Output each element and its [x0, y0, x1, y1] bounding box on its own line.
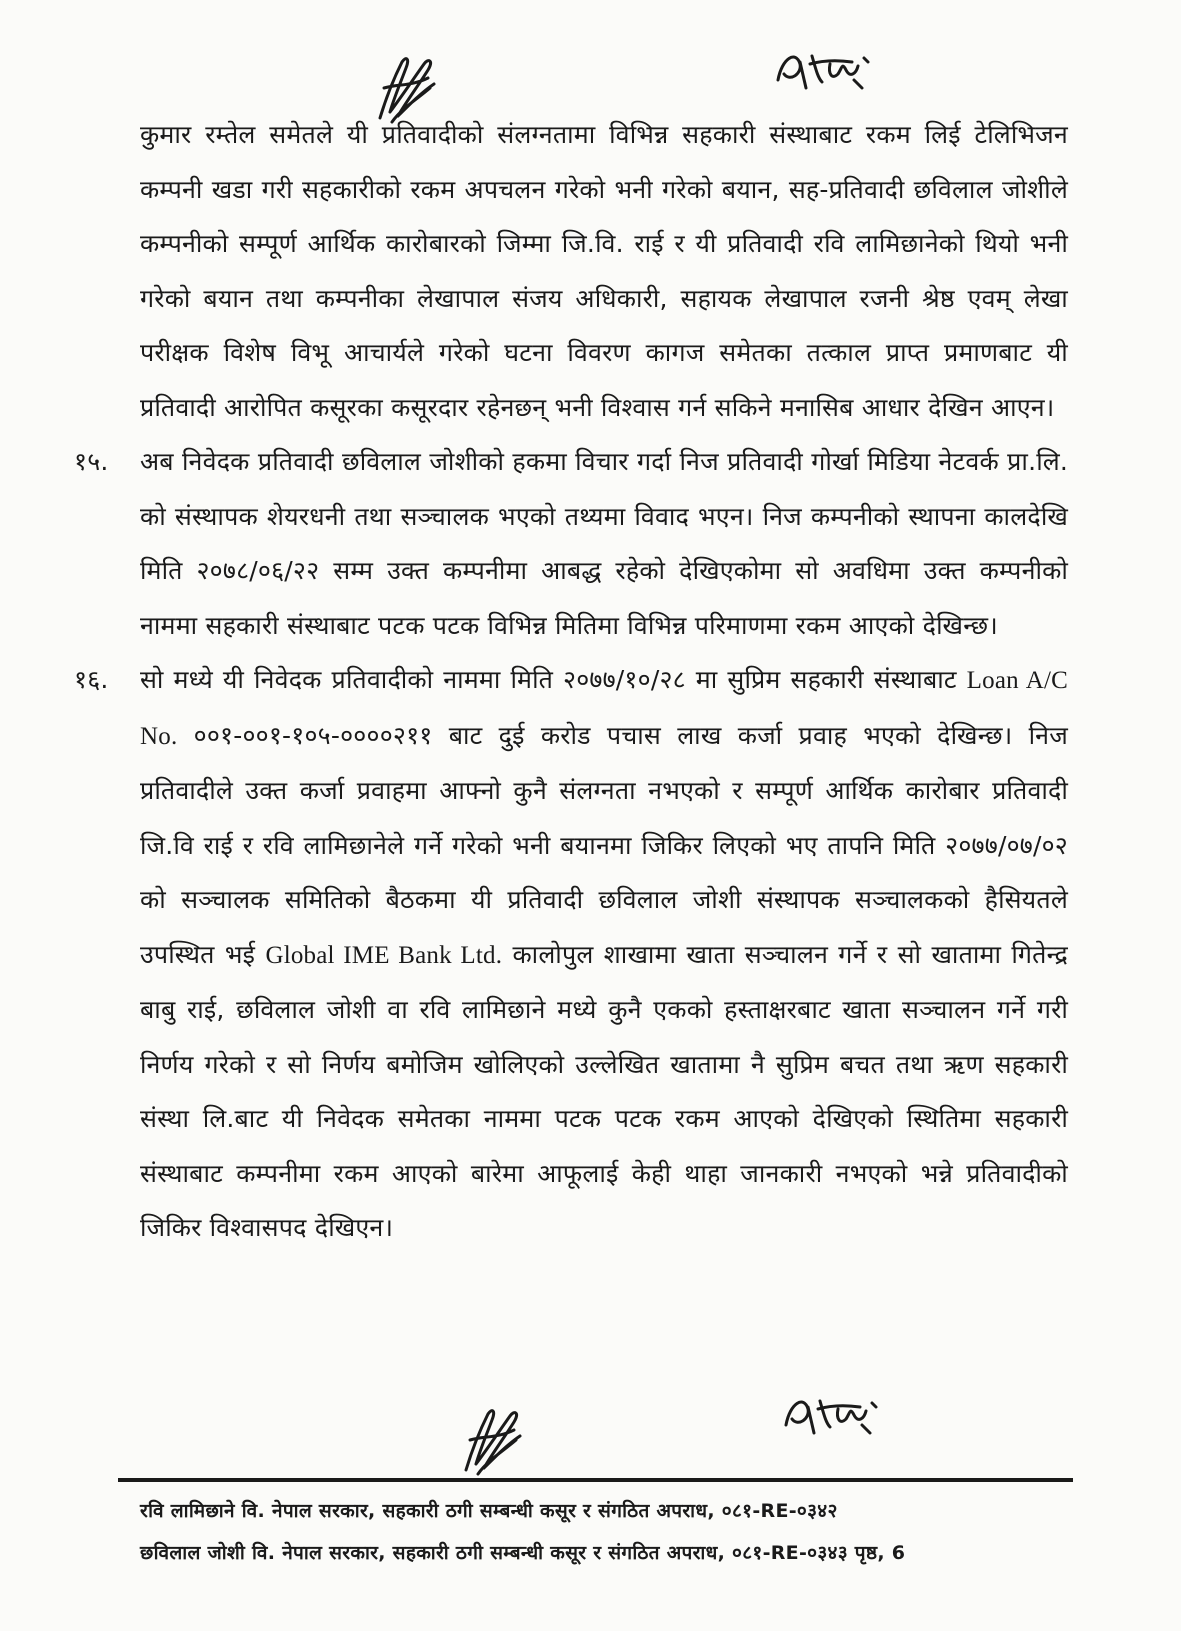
signature-initial-right-top — [772, 40, 872, 100]
paragraph-text: अब निवेदक प्रतिवादी छविलाल जोशीको हकमा विचार गर्दा निज प्रतिवादी गोर्खा मिडिया नेटवर्क प्रा.लि. को संस्थापक शेयरधनी तथा सञ्चालक भएको तथ्यमा विवाद भएन। निज कम्पनीको स्थापना कालदेखि मिति २०७८/०६/२२ सम्म उक्त कम्पनीमा आबद्ध रहेको देखिएकोमा सो अवधिमा उक्त कम्पनीको नाममा सहकारी संस्थाबाट पटक पटक विभिन्न मितिमा विभिन्न परिमाणमा रकम आएको देखिन्छ। — [140, 447, 1068, 640]
loan-account-label: Loan A/C No. — [140, 667, 1068, 750]
footer-case-references — [140, 1490, 1080, 1574]
paragraph-text: सो मध्ये यी निवेदक प्रतिवादीको नाममा मिति २०७७/१०/२८ मा सुप्रिम सहकारी संस्थाबाट — [140, 665, 957, 694]
footer-case-line-2: छविलाल जोशी वि. नेपाल सरकार, सहकारी ठगी सम्बन्धी कसूर र संगठित अपराध, ०८१-RE-०३४३ पृष्ठ, 6 — [140, 1542, 906, 1564]
paragraph-15 — [74, 435, 1068, 653]
paragraph-number: १६. — [74, 665, 109, 694]
signature-initial-right-bottom — [780, 1385, 880, 1445]
bank-name: Global IME Bank Ltd. — [265, 941, 503, 969]
footer-divider — [118, 1478, 1073, 1482]
paragraph-text: कालोपुल शाखामा खाता सञ्चालन गर्ने र सो खातामा गितेन्द्र बाबु राई, छविलाल जोशी वा रवि लामिछाने मध्ये कुनै एकको हस्ताक्षरबाट खाता सञ्चालन गर्ने गरी निर्णय गरेको र सो निर्णय बमोजिम खोलिएको उल्लेखित खातामा नै सुप्रिम बचत तथा ऋण सहकारी संस्था लि.बाट यी निवेदक समेतका नाममा पटक पटक रकम आएको देखिएको स्थितिमा सहकारी संस्थाबाट कम्पनीमा रकम आएको बारेमा आफूलाई केही थाहा जानकारी नभएको भन्ने प्रतिवादीको जिकिर विश्वासपद देखिएन। — [140, 939, 1069, 1242]
footer-case-line-1: रवि लामिछाने वि. नेपाल सरकार, सहकारी ठगी सम्बन्धी कसूर र संगठित अपराध, ०८१-RE-०३४२ — [140, 1500, 838, 1522]
signature-initial-left-bottom — [458, 1400, 528, 1480]
paragraph-16 — [74, 653, 1069, 1256]
paragraph-number: १५. — [74, 447, 109, 476]
document-body — [74, 108, 1069, 1256]
paragraph-continued-text: कुमार रम्तेल समेतले यी प्रतिवादीको संलग्नतामा विभिन्न सहकारी संस्थाबाट रकम लिई टेलिभिजन कम्पनी खडा गरी सहकारीको रकम अपचलन गरेको भनी गरेको बयान, सह-प्रतिवादी छविलाल जोशीले कम्पनीको सम्पूर्ण आर्थिक कारोबारको जिम्मा जि.वि. राई र यी प्रतिवादी रवि लामिछानेको थियो भनी गरेको बयान तथा कम्पनीका लेखापाल संजय अधिकारी, सहायक लेखापाल रजनी श्रेष्ठ एवम् लेखा परीक्षक विशेष विभू आचार्यले गरेको घटना विवरण कागज समेतका तत्काल प्राप्त प्रमाणबाट यी प्रतिवादी आरोपित कसूरका कसूरदार रहेनछन् भनी विश्वास गर्न सकिने मनासिब आधार देखिन आएन। — [140, 120, 1068, 422]
paragraph-text: ००१-००१-१०५-००००२११ बाट दुई करोड पचास लाख कर्जा प्रवाह भएको देखिन्छ। निज प्रतिवादीले उक्त कर्जा प्रवाहमा आफ्नो कुनै संलग्नता नभएको र सम्पूर्ण आर्थिक कारोबार प्रतिवादी जि.वि राई र रवि लामिछानेले गर्ने गरेको भनी बयानमा जिकिर लिएको भए तापनि मिति २०७७/०७/०२ को सञ्चालक समितिको बैठकमा यी प्रतिवादी छविलाल जोशी संस्थापक सञ्चालकको हैसियतले उपस्थित भई — [140, 720, 1068, 969]
paragraph-continued — [140, 108, 1068, 435]
